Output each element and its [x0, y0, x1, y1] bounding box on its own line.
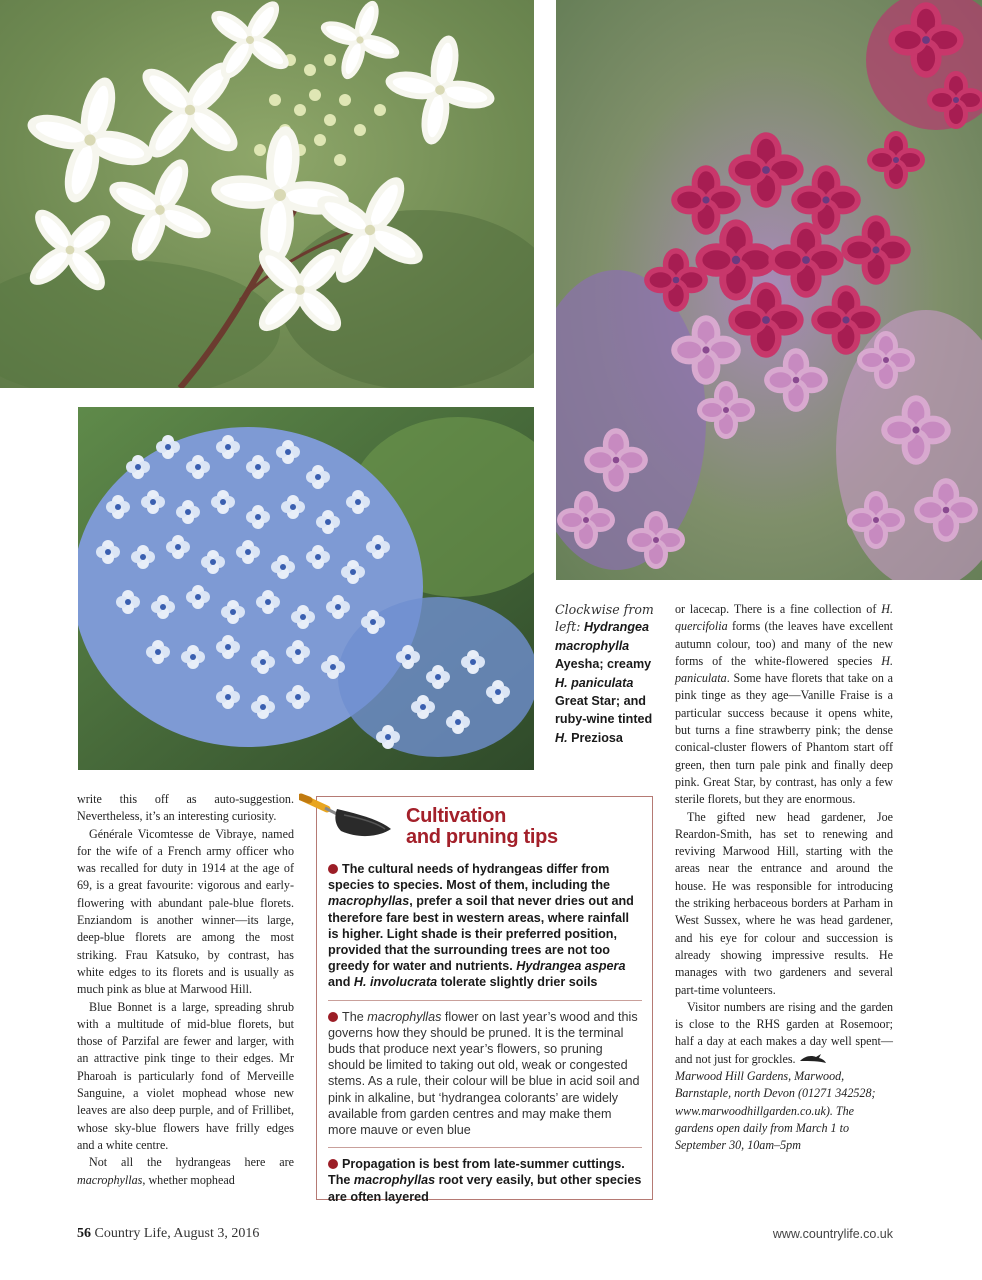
- left-para-4-a: Not all the hydrangeas here are: [89, 1155, 294, 1170]
- end-mark-pheasant-icon: [799, 1052, 827, 1064]
- right-column: [675, 601, 893, 1155]
- trowel-icon: [299, 791, 399, 847]
- left-para-4-c: , whether mophead: [142, 1172, 235, 1187]
- tip-1-c: , prefer a soil that never dries out and therefore fare best in western areas, where rainfall is higher. Light shade is their preferred position, provided that the surrounding trees are not too greedy for water and nutrients.: [328, 894, 634, 974]
- tip-divider: [328, 1000, 642, 1001]
- page-number: 56: [77, 1226, 91, 1241]
- left-para-2: Générale Vicomtesse de Vibraye, named for the wife of a French army officer who was recalled for duty in 1914 at the age of 69, is a great favourite: vigorous and early-flowering with abundant pale-blue florets. Enziandom is another winner—its large, deep-blue florets are among the most striking. Frau Katsuko, by contrast, has white edges to its florets and is usually as much pink as blue at Marwood Hill.: [77, 826, 294, 997]
- tip-item-propagation: [328, 1156, 642, 1205]
- caption-name-paniculata: paniculata: [567, 675, 634, 690]
- caption-lead: Clockwise from left:: [555, 602, 654, 635]
- left-para-4: [77, 1154, 294, 1189]
- tip-item-pruning: [328, 1009, 642, 1139]
- photo-pink-hydrangea: [556, 0, 982, 580]
- tip-1-f: H. involucrata: [353, 975, 438, 990]
- photo-white-hydrangea: [0, 0, 534, 388]
- box-title-line-2: and pruning tips: [406, 826, 558, 848]
- photo-blue-hydrangea: [78, 407, 534, 770]
- right-para-1-a: or lacecap. There is a fine collection of: [675, 602, 882, 616]
- pink-hydrangea-illustration: [556, 0, 982, 580]
- right-para-1-b: H. quercifolia: [675, 602, 893, 634]
- tip-3-b: macrophyllas: [353, 1173, 436, 1188]
- right-para-2: The gifted new head gardener, Joe Reardon-Smith, has set to renewing and reviving Marwood Hill, starting with the areas near the entrance and around the house. He was responsible for introducing the striking herbaceous borders at Parham in West Sussex, where he was head gardener, and his eye for colour and succession is already showing impressive results. He manages with two gardeners and several part-time volunteers.: [675, 809, 893, 997]
- left-para-1: write this off as auto-suggestion. Nevertheless, it’s an interesting curiosity.: [77, 792, 294, 824]
- caption-name-hydrangea: Hydrangea: [580, 620, 650, 635]
- footer-url[interactable]: www.countrylife.co.uk: [772, 1227, 893, 1241]
- right-para-3-text: Visitor numbers are rising and the garden is close to the RHS garden at Rosemoor; half a day at each makes a day well spent—and not just for grockles.: [675, 999, 893, 1066]
- left-para-4-b: macrophyllas: [77, 1172, 143, 1187]
- tip-divider: [328, 1147, 642, 1148]
- right-para-1-e: . Some have florets that take on a pink tinge as they age—Vanille Fraise is a particular success because it opens white, but turns a fine strawberry pink; the dense conical-cluster flowers of Phantom start off green, then turn pale pink and finally deep pink. Great Star, by contrast, has only a few sterile florets, but they are enormous.: [675, 671, 893, 807]
- footer-folio: [77, 1226, 259, 1242]
- tip-2-a: The: [342, 1009, 368, 1024]
- right-para-1-d: H. paniculata: [675, 653, 893, 686]
- white-hydrangea-illustration: [0, 0, 534, 388]
- tip-1-g: tolerate slightly drier soils: [437, 975, 598, 990]
- tip-1-a: The cultural needs of hydrangeas differ from species to species. Most of them, including the: [328, 862, 611, 893]
- garden-info-credit: Marwood Hill Gardens, Marwood, Barnstaple, north Devon (01271 342528; www.marwoodhillgarden.co.uk). The gardens open daily from March 1 to September 30, 10am–5pm: [675, 1069, 876, 1153]
- bullet-icon: [328, 1159, 338, 1169]
- right-para-1-c: forms (the leaves have excellent autumn colour, too) and many of the new forms of the white-flowered species: [675, 619, 893, 668]
- right-para-1: [675, 601, 893, 809]
- caption-text-2: Great Star; and ruby-wine tinted: [555, 694, 653, 727]
- bullet-icon: [328, 864, 338, 874]
- tip-2-c: flower on last year’s wood and this governs how they should be pruned. It is the terminal buds that produce next year’s flowers, so pruning should be limited to taking out old, weak or congested stems. As a rule, their colour will be blue in acid soil and pink in alkaline, but ‘hydrangea colorants’ are widely available from garden centres and may make them more mauve or even blue: [328, 1009, 640, 1138]
- bullet-icon: [328, 1012, 338, 1022]
- right-para-3: [675, 999, 893, 1068]
- tip-1-e: and: [328, 975, 354, 990]
- cultivation-tips-box: [316, 796, 653, 1204]
- caption-text-3: Preziosa: [567, 730, 623, 745]
- box-title-line-1: Cultivation: [406, 805, 507, 827]
- publication-date: Country Life, August 3, 2016: [91, 1226, 260, 1241]
- box-title: [406, 806, 606, 848]
- caption-text-1: Ayesha; creamy: [555, 657, 652, 672]
- tip-3-c: root very easily, but other species are often layered: [328, 1173, 642, 1204]
- caption-name-h2: H.: [555, 730, 568, 745]
- tips-list: [328, 861, 642, 1214]
- tip-3-a: Propagation is best from late-summer cuttings. The: [328, 1157, 625, 1188]
- left-column: [77, 791, 294, 1189]
- tip-1-d: Hydrangea aspera: [516, 959, 626, 974]
- tip-1-b: macrophyllas: [328, 894, 410, 909]
- blue-hydrangea-illustration: [78, 407, 534, 770]
- tip-item-soil: [328, 861, 642, 991]
- photo-caption: [555, 601, 655, 747]
- caption-name-macrophylla: macrophylla: [555, 638, 630, 653]
- tip-2-b: macrophyllas: [367, 1009, 442, 1024]
- caption-name-h1: H.: [555, 675, 568, 690]
- left-para-3: Blue Bonnet is a large, spreading shrub with a multitude of mid-blue florets, but those of Parzifal are fewer and larger, with an attractive pink tinge to their edges. Mr Pharoah is particularly fond of Merveille Sanguine, a violet mophead whose new leaves are also deep purple, and of Frillibet, whose sky-blue flowers have frilly edges and a white centre.: [77, 999, 294, 1152]
